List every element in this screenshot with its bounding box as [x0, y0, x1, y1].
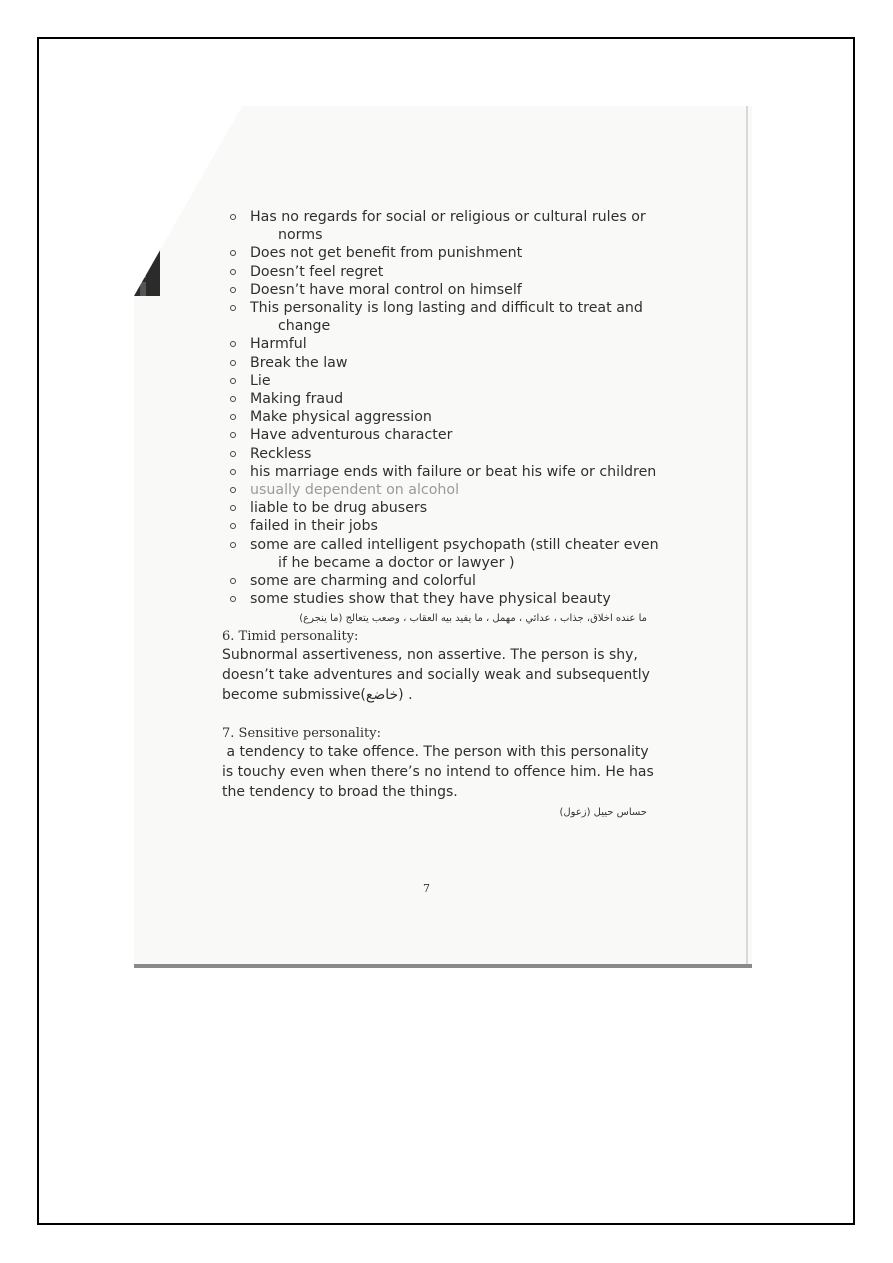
bullet-icon — [230, 523, 236, 529]
bullet-icon — [230, 451, 236, 457]
bullet-icon — [230, 396, 236, 402]
list-item: Break the law — [222, 354, 662, 372]
list-item: Making fraud — [222, 390, 662, 408]
list-item: usually dependent on alcohol — [222, 481, 662, 499]
bullet-icon — [230, 596, 236, 602]
list-item: Have adventurous character — [222, 426, 662, 444]
list-item: Harmful — [222, 335, 662, 353]
list-item: Make physical aggression — [222, 408, 662, 426]
list-item: Does not get benefit from punishment — [222, 244, 662, 262]
section-paragraph-timid: Subnormal assertiveness, non assertive. The person is shy, doesn’t take adventures and socially weak and subsequently become submissive(خاضع) . — [222, 647, 650, 704]
page-number: 7 — [423, 882, 430, 895]
list-item: some are charming and colorful — [222, 572, 662, 590]
list-item: Has no regards for social or religious or cultural rules or norms — [222, 208, 662, 244]
bullet-icon — [230, 414, 236, 420]
bullet-icon — [230, 578, 236, 584]
list-item: Doesn’t feel regret — [222, 263, 662, 281]
arabic-note: حساس حييل (زعول) — [559, 807, 647, 819]
bullet-icon — [230, 305, 236, 311]
bullet-icon — [230, 360, 236, 366]
arabic-note: ما عنده اخلاق، جذاب ، عدائي ، مهمل ، ما يفيد بيه العقاب ، وصعب يتعالج (ما ينجرع) — [299, 613, 647, 625]
bullet-icon — [230, 487, 236, 493]
list-item: his marriage ends with failure or beat his wife or children — [222, 463, 662, 481]
bullet-icon — [230, 214, 236, 220]
section-paragraph-sensitive: a tendency to take offence. The person with this personality is touchy even when there’s no intend to offence him. He has the tendency to broad the things. — [222, 744, 654, 801]
bullet-icon — [230, 269, 236, 275]
list-item: Lie — [222, 372, 662, 390]
scan-bottom-edge — [134, 964, 752, 968]
list-item: liable to be drug abusers — [222, 499, 662, 517]
list-item: failed in their jobs — [222, 517, 662, 535]
bullet-icon — [230, 469, 236, 475]
list-item: This personality is long lasting and difficult to treat and change — [222, 299, 662, 335]
bullet-icon — [230, 341, 236, 347]
trait-list — [222, 208, 662, 608]
bullet-icon — [230, 432, 236, 438]
list-item: Reckless — [222, 445, 662, 463]
bullet-icon — [230, 287, 236, 293]
section-heading-timid: 6. Timid personality: — [222, 629, 359, 645]
section-heading-sensitive: 7. Sensitive personality: — [222, 726, 382, 742]
bullet-icon — [230, 250, 236, 256]
bullet-icon — [230, 505, 236, 511]
page-content — [222, 208, 662, 822]
list-item: some studies show that they have physical beauty — [222, 590, 662, 608]
scan-right-edge — [746, 106, 748, 968]
list-item: some are called intelligent psychopath (still cheater even if he became a doctor or lawyer ) — [222, 536, 662, 572]
bullet-icon — [230, 378, 236, 384]
bullet-icon — [230, 542, 236, 548]
list-item: Doesn’t have moral control on himself — [222, 281, 662, 299]
